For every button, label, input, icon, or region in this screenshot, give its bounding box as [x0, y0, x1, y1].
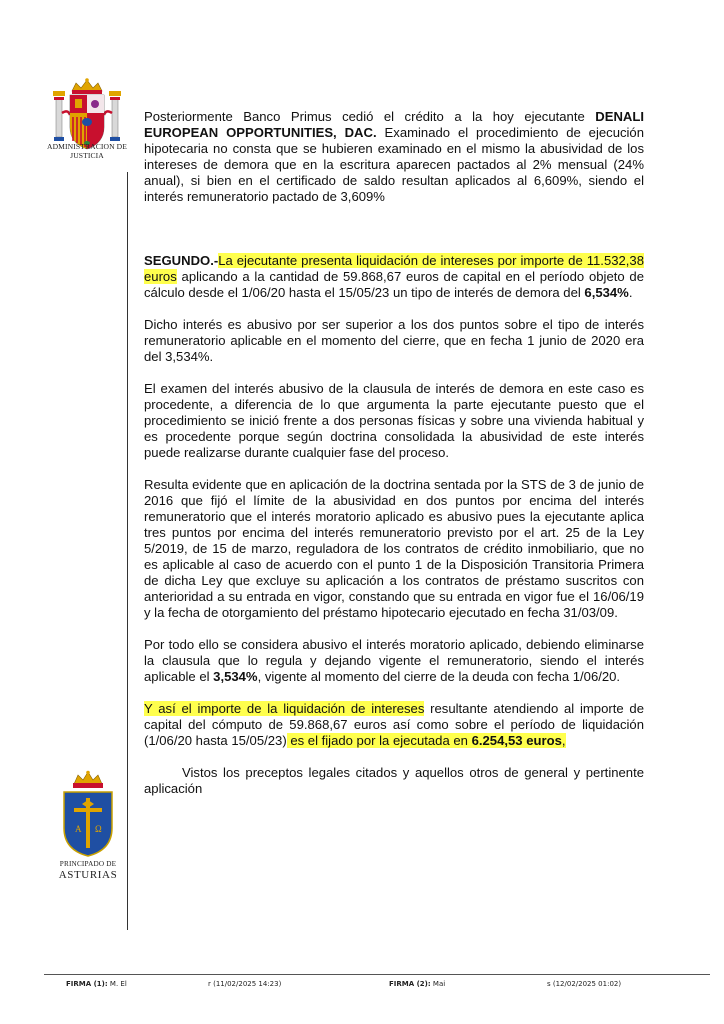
firma-1-date: r (11/02/2025 14:23): [208, 980, 282, 988]
asturias-coat-of-arms-logo: [60, 770, 116, 858]
principado-de-asturias-label: [52, 860, 124, 881]
paragraph-conclusion: [144, 637, 644, 685]
paragraph-segundo: [144, 253, 644, 301]
firma-2-date: s (12/02/2025 01:02): [547, 980, 622, 988]
asturias-label-line2: ASTURIAS: [58, 869, 118, 881]
footer-rule: [44, 974, 710, 975]
p1-text-1: Posteriormente Banco Primus cedió el crédito a la hoy ejecutante: [144, 109, 596, 124]
segundo-text: aplicando a la cantidad de 59.868,67 euros de capital en el período objeto de cálculo desde el 1/06/20 hasta el 15/05/23 un tipo de interés de demora del: [144, 269, 644, 300]
administracion-de-justicia-label: ADMINISTRACION DE JUSTICIA: [47, 142, 127, 160]
paragraph-examen: El examen del interés abusivo de la clausula de interés de demora en este caso es procedente, a diferencia de lo que argumenta la parte ejecutante puesto que el procedimiento se inició frente a dos personas físicas y sobre una vivienda habitual y es procedente porque según doctrina consolidada la abusividad de este interés puede realizarse durante cualquier fase del proceso.: [144, 381, 644, 460]
p7-end: ,: [561, 733, 566, 748]
svg-text:A: A: [75, 824, 82, 834]
p1-company-name: DENALI EUROPEAN OPPORTUNITIES, DAC.: [144, 109, 644, 140]
p6-text-1: Por todo ello se considera abusivo el interés moratorio aplicado, debiendo eliminarse la clausula que lo regula y dejando vigente el remuneratorio, siendo el interés aplicable el: [144, 637, 644, 684]
p6-text-2: , vigente al momento del cierre de la deuda con fecha 1/06/20.: [257, 669, 621, 684]
paragraph-abusivo: Dicho interés es abusivo por ser superior a los dos puntos sobre el tipo de interés remuneratorio aplicable en el momento del cierre, que en fecha 1 junio de 2020 era del 3,534%.: [144, 317, 644, 364]
document-body: [144, 109, 644, 797]
segundo-highlight: La ejecutante presenta liquidación de intereses por importe de 11.532,38 euros: [144, 253, 644, 284]
p6-rate: 3,534%: [213, 669, 258, 684]
paragraph-vistos: Vistos los preceptos legales citados y aquellos otros de general y pertinente aplicación: [144, 765, 644, 796]
p1-text-2: Examinado el procedimiento de ejecución hipotecaria no consta que se hubieren examinado en el mismo la abusividad de los intereses de demora que en la escritura aparecen pactados al 2% mensual (24% anual), si bien en el certificado de saldo resultan aplicados al 6,609%, siendo el interés remuneratorio pactado de 3,609%: [144, 125, 644, 204]
p7-amount: 6.254,53 euros: [471, 733, 562, 748]
firma-2: [389, 980, 445, 988]
p7-text: resultante atendiendo al importe de capital del cómputo de 59.868,67 euros así como sobre el período de liquidación (1/06/20 hasta 15/05/23): [144, 701, 644, 748]
paragraph-importe: [144, 701, 644, 749]
asturias-label-line1: PRINCIPADO DE: [59, 860, 117, 868]
firma-2-label: FIRMA (2):: [389, 980, 431, 988]
firma-2-name: Mai: [432, 980, 446, 988]
p7-highlight-1: Y así el importe de la liquidación de intereses: [144, 701, 425, 716]
firma-1-name: M. El: [109, 980, 127, 988]
firma-1: [66, 980, 127, 988]
svg-text:Ω: Ω: [95, 824, 102, 834]
paragraph-doctrina: Resulta evidente que en aplicación de la doctrina sentada por la STS de 3 de junio de 2016 que fijó el límite de la abusividad en dos puntos por encima del interés remuneratorio que el interés moratorio aplicado es abusivo pues la ejecutante aplica tres puntos por encima del interés remuneratorio previsto por el art. 25 de la Ley 5/2019, de 15 de marzo, reguladora de los contratos de crédito inmobiliario, que no es aplicable al caso de acuerdo con el punto 1 de la Disposición Transitoria Primera de dicha Ley que excluye su aplicación a los contratos de préstamo suscritos con anterioridad a su entrada en vigor, constando que su entrada en vigor fue el 16/06/19 y la fecha de otorgamiento del préstamo hipotecario ejecutado en fecha 31/03/09.: [144, 477, 644, 620]
p7-highlight-2: es el fijado por la ejecutada en: [286, 733, 472, 748]
paragraph-cesion: [144, 109, 644, 205]
margin-rule: [127, 172, 128, 930]
segundo-end: .: [628, 285, 633, 300]
segundo-rate: 6,534%: [584, 285, 629, 300]
segundo-label: SEGUNDO.-: [144, 253, 219, 268]
firma-1-label: FIRMA (1):: [66, 980, 108, 988]
